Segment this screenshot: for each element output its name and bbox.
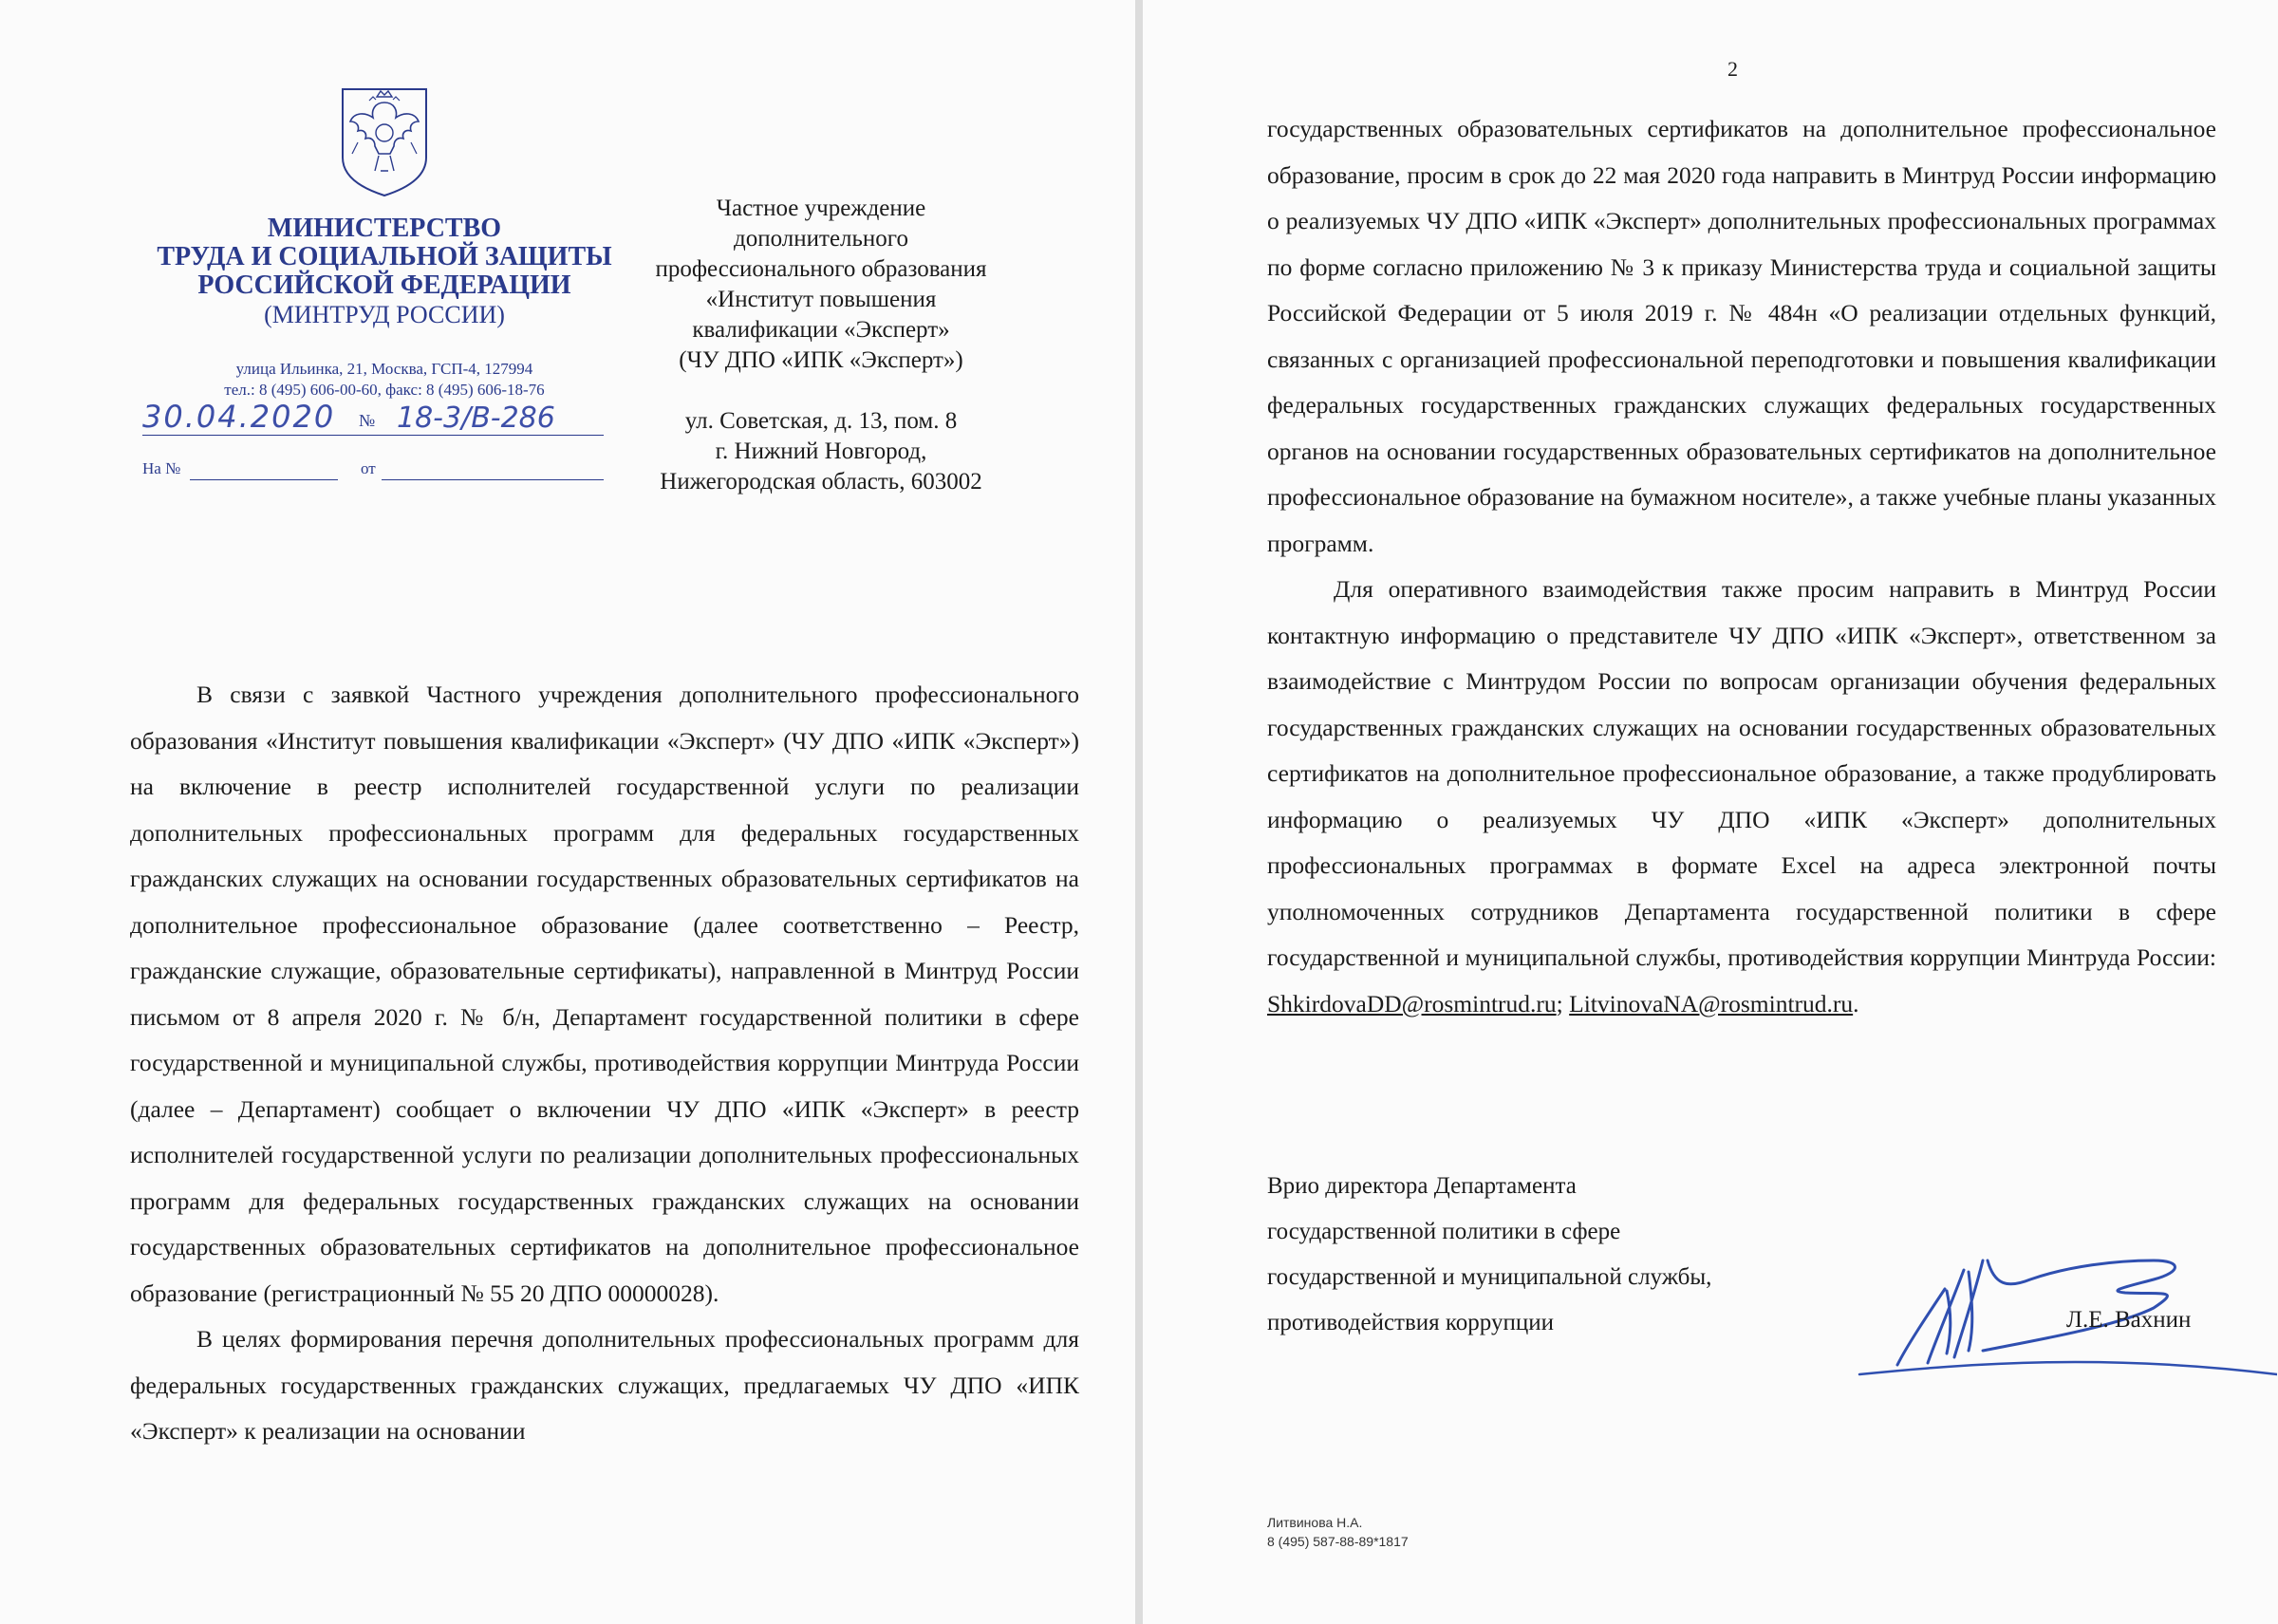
reply-number-blank xyxy=(190,478,338,480)
body-paragraph: В целях формирования перечня дополнительных профессиональных программ для федеральных государственных гражданских служащих, предлагаемых ЧУ ДПО «ИПК «Эксперт» к реализации на основании xyxy=(130,1325,1079,1445)
registration-number: 18-3/В-286 xyxy=(397,401,555,435)
ministry-address: улица Ильинка, 21, Москва, ГСП-4, 127994 xyxy=(235,360,533,378)
handwritten-signature xyxy=(1840,1232,2277,1384)
email-link[interactable]: LitvinovaNA@rosmintrud.ru xyxy=(1569,989,1854,1017)
signatory-title-line: Врио директора Департамента xyxy=(1267,1173,1577,1199)
ministry-phones: тел.: 8 (495) 606-00-60, факс: 8 (495) 606-18-76 xyxy=(224,381,545,399)
registration-number-label: № xyxy=(359,411,376,430)
reply-number-label: На № xyxy=(142,459,181,477)
recipient-line: (ЧУ ДПО «ИПК «Эксперт») xyxy=(679,347,963,373)
recipient-block xyxy=(631,194,1011,497)
body-paragraph: В связи с заявкой Частного учреждения дополнительного профессионального образования «Институт повышения квалификации «Эксперт» (ЧУ ДПО «ИПК «Эксперт») на включение в реестр исполнителей государственной услуги по реализации дополнительных профессиональных программ для федеральных государственных гражданских служащих на основании государственных образовательных сертификатов на дополнительное профессиональное образование (далее соответственно – Реестр, гражданские служащие, образовательные сертификаты), направленной в Минтруд России письмом от 8 апреля 2020 г. № б/н, Департамент государственной политики в сфере государственной и муниципальной службы, противодействия коррупции Минтруда России (далее – Департамент) сообщает о включении ЧУ ДПО «ИПК «Эксперт» в реестр исполнителей государственной услуги по реализации дополнительных профессиональных программ для федеральных государственных гражданских служащих на основании государственных образовательных сертификатов на дополнительное профессиональное образование (регистрационный № 55 20 ДПО 00000028). xyxy=(130,681,1079,1307)
signatory-title-line: государственной и муниципальной службы, xyxy=(1267,1264,1712,1290)
reply-date-blank xyxy=(382,478,604,480)
body-paragraph: государственных образовательных сертификатов на дополнительное профессиональное образование, просим в срок до 22 мая 2020 года направить в Минтруд России информацию о реализуемых ЧУ ДПО «ИПК «Эксперт» дополнительных профессиональных программах по форме согласно приложению № 3 к приказу Министерства труда и социальной защиты Российской Федерации от 5 июля 2019 г. № 484н «О реализации отдельных функций, связанных с организацией профессиональной переподготовки и повышения квалификации федеральных государственных гражданских служащих федеральных государственных органов на основании государственных образовательных сертификатов на дополнительное профессиональное образование на бумажном носителе», а также учебные планы указанных программ. xyxy=(1267,115,2216,557)
recipient-line: дополнительного xyxy=(734,226,908,252)
email-separator: ; xyxy=(1556,989,1563,1017)
recipient-address-line: Нижегородская область, 603002 xyxy=(660,469,982,495)
page-number: 2 xyxy=(1727,57,1738,81)
letter-body-page1 xyxy=(130,672,1079,1455)
registration-line xyxy=(142,401,604,436)
recipient-line: квалификации «Эксперт» xyxy=(692,317,950,343)
ministry-name-line1: МИНИСТЕРСТВО xyxy=(267,214,502,243)
letterhead xyxy=(123,84,645,401)
sentence-period: . xyxy=(1853,989,1859,1017)
page-gutter xyxy=(1135,0,1143,1624)
recipient-line: «Институт повышения xyxy=(705,287,937,312)
executor-name: Литвинова Н.А. xyxy=(1267,1515,1363,1530)
coat-of-arms-emblem xyxy=(337,84,432,199)
recipient-address-line: г. Нижний Новгород, xyxy=(715,439,927,464)
signatory-title-line: государственной политики в сфере xyxy=(1267,1219,1621,1244)
reply-reference-line xyxy=(142,456,604,480)
signatory-title-line: противодействия коррупции xyxy=(1267,1310,1554,1335)
reply-date-label: от xyxy=(361,459,376,477)
signatory-name: Л.Е. Вахнин xyxy=(2066,1307,2192,1333)
recipient-line: Частное учреждение xyxy=(716,196,926,221)
registration-date: 30.04.2020 xyxy=(142,399,336,435)
executor-phone: 8 (495) 587-88-89*1817 xyxy=(1267,1534,1409,1549)
body-paragraph xyxy=(1267,567,2216,1027)
email-link[interactable]: ShkirdovaDD@rosmintrud.ru xyxy=(1267,989,1557,1017)
signatory-title xyxy=(1267,1164,1799,1346)
recipient-address-line: ул. Советская, д. 13, пом. 8 xyxy=(684,408,958,434)
executor-info xyxy=(1267,1513,1409,1551)
ministry-name-line2: ТРУДА И СОЦИАЛЬНОЙ ЗАЩИТЫ xyxy=(157,242,612,271)
ministry-short-name: (МИНТРУД РОССИИ) xyxy=(264,301,505,328)
body-paragraph-text: Для оперативного взаимодействия также просим направить в Минтруд России контактную информацию о представителе ЧУ ДПО «ИПК «Эксперт», ответственном за взаимодействие с Минтрудом России по вопросам организации обучения федеральных государственных гражданских служащих на основании государственных образовательных сертификатов на дополнительное профессиональное образование, а также продублировать информацию о реализуемых ЧУ ДПО «ИПК «Эксперт» дополнительных профессиональных программах в формате Excel на адреса электронной почты уполномоченных сотрудников Департамента государственной политики в сфере государственной и муниципальной службы, противодействия коррупции Минтруда России: xyxy=(1267,575,2216,971)
recipient-line: профессионального образования xyxy=(655,256,987,282)
letter-body-page2 xyxy=(1267,106,2216,1027)
ministry-name-line3: РОССИЙСКОЙ ФЕДЕРАЦИИ xyxy=(197,271,571,300)
letter-page-1 xyxy=(0,0,1135,1624)
letter-page-2 xyxy=(1143,0,2278,1624)
